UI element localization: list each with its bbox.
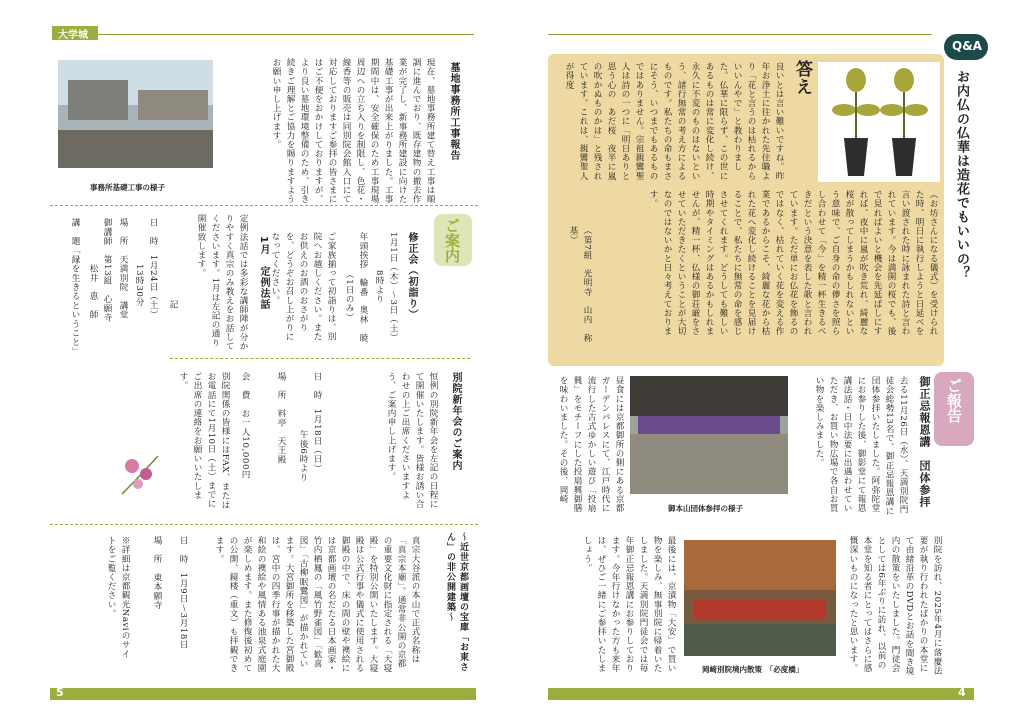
report-lunch: 昼食には京都御所の側にある京都ガーデンパレスにて、江戸時代に流行した古式ゆかしい遊び「投扇興」をモチーフにした投扇興御膳を味わいました。その後、岡崎	[558, 376, 624, 513]
shushokai-body: ご家族揃って初詣りは、別院へお越しください。またお供えのお酒のおさがりを、どうぞお召し上がりになってください。	[270, 232, 336, 342]
qa-answer-intro-visible	[560, 62, 786, 190]
shinnen-body: 恒例の別院新年会を左記の日程にて開催いたします。皆様お誘い合わせの上ご出席くださいますよう、ご案内申し上げます。	[386, 372, 438, 509]
header-rule	[98, 34, 474, 35]
announce-badge-text: ご案内	[443, 218, 461, 263]
qa-answer-label: 答え	[792, 60, 812, 96]
teirei-time: 13時30分	[134, 264, 144, 307]
report-badge-text: ご報告	[945, 378, 963, 423]
shinnen-time: 午後6時より	[298, 430, 308, 483]
honzan-photo-caption: 御本山団体参拝の様子	[668, 504, 743, 513]
report-badge	[934, 372, 974, 446]
office-construction-photo	[58, 60, 213, 168]
teirei-lecturer: 御講師 第13組 心願寺	[102, 218, 112, 323]
shinnen-date: 日 時 1月18日（日）	[312, 372, 322, 474]
report-body: 去る11月26日（水）、天満別院門徒会総勢13名で、御正忌報恩講に団体参拝いたしました。阿弥陀堂にお参りした後、御影堂にて報恩講法話・日中法要に出遇わせていただき、お買い物広場で各自お買い物を楽しみました。	[814, 376, 908, 516]
footer-bar-right	[548, 688, 974, 700]
shinnen-title: 別院新年会のご案内	[450, 372, 461, 471]
shushokai-date: 1月1日（木）〜3日（土）	[388, 232, 398, 343]
header-tag	[52, 26, 98, 40]
teirei-lecturer2: 松井 恵 師	[88, 264, 98, 320]
flower-decoration	[118, 448, 164, 498]
office-divider	[50, 205, 478, 206]
kinsei-title: 〜近世京都画壇の宝庫「お東さん」の非公開建築〜	[445, 532, 468, 672]
shinnen-divider	[50, 524, 478, 525]
qa-answer: （お坊さんになる儀式）を受けられた時、明日に執行しようと日延べを言い渡された時に詠まれた詩と言われています。今は満開の桜でも、後で見ればよいと機会を先延ばしにすれば、夜中に嵐が吹き荒れ、綺麗な桜が散ってしまうかもしれないという意味で、ご自身の命の儚さを照らし合わせて「今」を精一杯生きるべきだという決意を表した歌と言われています。ただ単にお仏花を飾るのではなく、枯れていく花を変える作業であるからこそ、綺麗な花から枯れた花へ変化し続けることを見届けることで、私たちに無常の命を感じさせてくれます。どうしても難しい時期やタイミングはあるかもしれませんが、精一杯、仏様の御荘厳をさせていただきたくということが大切なのではないかと日々考えております。	[648, 190, 938, 336]
teirei-theme: 講 題「縁を生きるということ」	[70, 218, 80, 356]
shushokai-note: （1日のみ）	[344, 270, 354, 323]
qa-badge-text: Q&A	[952, 39, 982, 53]
qa-badge	[944, 34, 988, 60]
office-body: 現在、墓地事務所建て替え工事は順調に進んでおり、既存建物の撤去作業が完了し、新事務所建設に向けた基礎工事が出来上がりました。工事期間中は、安全確保のため工事現場周辺への立ち入りを制限し、色花・線香等の販売は同別院会館入口にて対応しておりますご参拝の皆さまにはご不便をおかけしておりますが、より良い墓地環境整備のため、引き続きご理解とご協力を賜りますようお願い申し上げます。	[271, 58, 435, 204]
teirei-ki: 記	[168, 300, 178, 310]
report-okazaki: 別院を訪れ、2025年4月に落慶法要が執り行われたばかりの本堂にて由緒沿革のDVDとお話を聞き境内の散策をいたしました。門徒会としては6年ぶりに訪れ、以前の本堂を知る者にとってはさらに感慨深いものになったと思います。	[848, 536, 942, 676]
kinsei-note: ※詳細は京都観光Naviのサイトをご覧ください。	[106, 536, 130, 659]
footer-bar-left	[50, 688, 476, 700]
shushokai-title: 修正会（初詣り）	[406, 232, 417, 320]
shinnen-fee: 会 費 お一人10,000円	[240, 372, 250, 480]
office-photo-caption: 事務所基礎工事の様子	[90, 183, 165, 192]
shushokai-greeting: 年頭挨拶 輪番 奥林 暁	[358, 232, 368, 343]
header-tag-text: 大学城	[58, 30, 88, 41]
kinsei-date: 日 時 1月9日〜3月18日	[178, 536, 188, 650]
kinsei-place: 場 所 東本願寺	[152, 536, 162, 610]
honzan-group-photo	[630, 376, 788, 494]
qa-question: お内仏の仏華は造花でもいいの？	[954, 70, 969, 280]
kinsei-body: 真宗大谷派の本山で正式名称は「真宗本廟」。通常非公開の京都の重要文化財に指定される「大寝殿」を特別公開いたします。大寝殿は公式行事や儀式に使用される御殿の中で、床の間の壁や襖絵には京都画壇の名だたる日本画家・竹内栖鳳の「風竹野雀図」「歓喜図」「古柳眠鷺図」が描かれています。大宮御所を移築した宮御殿は、宮中の四季行事が描かれた大和絵の襖絵や風情ある池泉式庭園が楽しめます。また修復後初めての公開、鏡楼（重文）も拝観できます。	[214, 536, 420, 673]
lotus-illustration	[818, 62, 940, 182]
office-title: 墓地事務所工事報告	[448, 62, 459, 161]
page-number-right: 4	[958, 686, 966, 699]
qa-top-rule	[548, 34, 932, 35]
teirei-title: 1月 定例法話	[258, 236, 269, 310]
report-title: 御正忌報恩講 団体参拝	[918, 376, 931, 508]
page-number-left: 5	[56, 686, 64, 699]
report-closing: 最後には、京漬物「大安」で買い物を楽しみ、無事別院に帰着いたしました。天満別院門徒会では毎年御正忌報恩講にお参りしております。今年行けなかった方も来年は、ぜひご一緒にご参拝いたしましょう。	[582, 536, 676, 673]
teirei-date: 日 時 1月24日（土）	[148, 218, 158, 320]
okazaki-bridge-photo	[684, 540, 836, 656]
shinnen-place: 場 所 料亭 天王殿	[276, 372, 286, 464]
shushokai-time: 8時より	[374, 270, 384, 304]
qa-answer-intro-text: 良いとは言い難いですね。昨年お浄土に往かれた先住職より「花と言うのは枯れるからいいんやで」と教わりました。仏華に限らず、この世にあるものは常に変化し続け、永久に不変のものはないという、諸行無常の考え方によるものです。私たちの命もまさにそう、いつまでもあるものではありません。宗祖親鸞聖人は詩の一つに「明日ありと 思う心の あだ桜 夜半に嵐の吹かぬものかは」と残されています。これは、親鸞聖人が得度	[564, 62, 784, 190]
okazaki-photo-caption: 岡崎別院境内散策 「必度橋」	[702, 665, 804, 674]
qa-signature: （第7組 光明寺 山内 称基）	[568, 226, 592, 343]
announce-divider	[170, 358, 470, 359]
shinnen-contact: 別院関係の皆様にはFAX、またはお電話にて1月10日（土）までにご出席の連絡をお願いいたします。	[178, 372, 230, 510]
teirei-body: 定例法話では多彩な講師陣が分かりやすく真宗のみ教えをお話してくださいます。1月は左記の通り開催致します。	[196, 214, 248, 351]
teirei-place: 場 所 天満別院 講堂	[118, 218, 128, 320]
announce-badge	[434, 214, 472, 266]
